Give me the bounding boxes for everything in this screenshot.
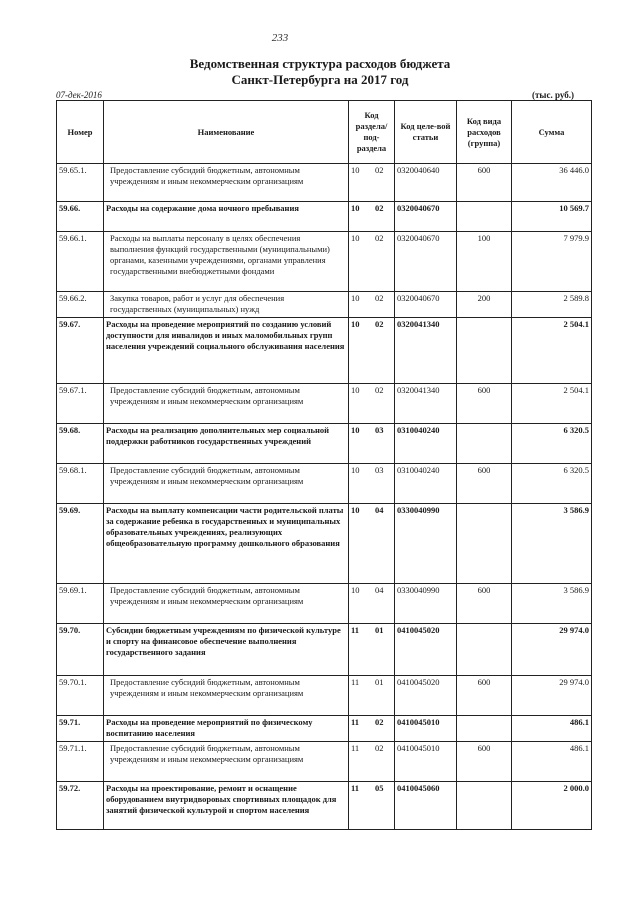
table-row (57, 424, 592, 464)
table-row (57, 584, 592, 624)
row-sum: 2 000.0 (512, 782, 592, 830)
row-number: 59.71.1. (57, 742, 104, 782)
row-section (349, 232, 395, 292)
table-row (57, 624, 592, 676)
row-type-code: 600 (457, 384, 512, 424)
row-name: Расходы на выплаты персоналу в целях обеспечения выполнения функций государственными (муниципальными) органами, казенными учреждениями, органами управления государственными внебюджетными фондами (104, 232, 349, 292)
row-section-code: 10 (351, 233, 360, 243)
row-name: Предоставление субсидий бюджетным, автономным учреждениям и иным некоммерческим организациям (104, 384, 349, 424)
row-section (349, 464, 395, 504)
row-number: 59.70.1. (57, 676, 104, 716)
row-section (349, 202, 395, 232)
row-name: Предоставление субсидий бюджетным, автономным учреждениям и иным некоммерческим организациям (104, 164, 349, 202)
row-type-code: 200 (457, 292, 512, 318)
row-sum: 6 320.5 (512, 424, 592, 464)
row-section-code: 11 (351, 783, 360, 793)
row-target-code: 0320040670 (395, 292, 457, 318)
title-line-1: Ведомственная структура расходов бюджета (189, 56, 451, 71)
row-section-code: 10 (351, 505, 360, 515)
row-number: 59.67. (57, 318, 104, 384)
row-number: 59.70. (57, 624, 104, 676)
row-type-code: 600 (457, 164, 512, 202)
row-target-code: 0410045060 (395, 782, 457, 830)
row-section-code: 10 (351, 165, 360, 175)
row-sum: 3 586.9 (512, 504, 592, 584)
row-target-code: 0320041340 (395, 384, 457, 424)
budget-table (56, 100, 592, 830)
title-line-2: Санкт-Петербурга на 2017 год (231, 72, 409, 87)
row-target-code: 0410045020 (395, 676, 457, 716)
row-subsection-code: 02 (375, 203, 384, 213)
row-section-code: 10 (351, 465, 360, 475)
row-section-code: 10 (351, 385, 360, 395)
row-sum: 486.1 (512, 742, 592, 782)
row-section-code: 11 (351, 677, 360, 687)
table-row (57, 384, 592, 424)
row-section (349, 742, 395, 782)
units-label: (тыс. руб.) (532, 90, 574, 100)
table-row (57, 504, 592, 584)
row-type-code (457, 624, 512, 676)
row-sum: 3 586.9 (512, 584, 592, 624)
header-type: Код вида расходов (группа) (457, 101, 512, 164)
row-subsection-code: 01 (375, 625, 384, 635)
row-subsection-code: 02 (375, 319, 384, 329)
header-section: Код раздела/ под-раздела (349, 101, 395, 164)
row-type-code: 600 (457, 464, 512, 504)
header-name: Наименование (104, 101, 349, 164)
header-sum: Сумма (512, 101, 592, 164)
row-section (349, 164, 395, 202)
row-section-code: 11 (351, 743, 360, 753)
row-number: 59.65.1. (57, 164, 104, 202)
row-name: Предоставление субсидий бюджетным, автономным учреждениям и иным некоммерческим организациям (104, 464, 349, 504)
header-target: Код целе-вой статьи (395, 101, 457, 164)
row-subsection-code: 03 (375, 425, 384, 435)
row-subsection-code: 05 (375, 783, 384, 793)
row-target-code: 0320040670 (395, 232, 457, 292)
row-type-code (457, 318, 512, 384)
row-subsection-code: 03 (375, 465, 384, 475)
row-type-code: 100 (457, 232, 512, 292)
table-row (57, 292, 592, 318)
row-number: 59.68.1. (57, 464, 104, 504)
row-subsection-code: 02 (375, 165, 384, 175)
row-section-code: 10 (351, 319, 360, 329)
row-section-code: 10 (351, 293, 360, 303)
row-number: 59.72. (57, 782, 104, 830)
row-target-code: 0320040640 (395, 164, 457, 202)
document-title (80, 56, 560, 88)
row-section-code: 11 (351, 625, 360, 635)
row-section (349, 384, 395, 424)
row-section (349, 504, 395, 584)
row-target-code: 0330040990 (395, 584, 457, 624)
table-row (57, 232, 592, 292)
row-subsection-code: 02 (375, 717, 384, 727)
row-subsection-code: 02 (375, 233, 384, 243)
row-sum: 36 446.0 (512, 164, 592, 202)
row-sum: 2 504.1 (512, 384, 592, 424)
row-subsection-code: 04 (375, 505, 384, 515)
row-target-code: 0320041340 (395, 318, 457, 384)
row-sum: 29 974.0 (512, 676, 592, 716)
row-section (349, 424, 395, 464)
row-target-code: 0310040240 (395, 424, 457, 464)
row-number: 59.68. (57, 424, 104, 464)
row-type-code (457, 202, 512, 232)
page-number: 233 (271, 32, 289, 44)
row-name: Расходы на реализацию дополнительных мер социальной поддержки работников государственных учреждений (104, 424, 349, 464)
row-number: 59.69.1. (57, 584, 104, 624)
row-number: 59.66.2. (57, 292, 104, 318)
row-section-code: 10 (351, 425, 360, 435)
row-type-code (457, 782, 512, 830)
row-number: 59.66.1. (57, 232, 104, 292)
row-number: 59.69. (57, 504, 104, 584)
row-type-code (457, 504, 512, 584)
report-date: 07-дек-2016 (56, 90, 102, 100)
row-target-code: 0410045010 (395, 716, 457, 742)
row-section-code: 10 (351, 203, 360, 213)
row-type-code: 600 (457, 584, 512, 624)
row-target-code: 0320040670 (395, 202, 457, 232)
row-number: 59.66. (57, 202, 104, 232)
header-number: Номер (57, 101, 104, 164)
row-target-code: 0310040240 (395, 464, 457, 504)
row-sum: 486.1 (512, 716, 592, 742)
row-name: Закупка товаров, работ и услуг для обеспечения государственных (муниципальных) нужд (104, 292, 349, 318)
row-name: Расходы на выплату компенсации части родительской платы за содержание ребенка в государственных и муниципальных образовательных учреждениях, реализующих общеобразовательную программу дошкольного образования (104, 504, 349, 584)
row-number: 59.71. (57, 716, 104, 742)
table-row (57, 782, 592, 830)
row-sum: 7 979.9 (512, 232, 592, 292)
row-section (349, 292, 395, 318)
row-subsection-code: 04 (375, 585, 384, 595)
row-sum: 2 589.8 (512, 292, 592, 318)
row-sum: 6 320.5 (512, 464, 592, 504)
row-section-code: 10 (351, 585, 360, 595)
row-number: 59.67.1. (57, 384, 104, 424)
row-name: Расходы на проектирование, ремонт и оснащение оборудованием внутридворовых спортивных площадок для занятий физической культурой и спортом населения (104, 782, 349, 830)
row-name: Предоставление субсидий бюджетным, автономным учреждениям и иным некоммерческим организациям (104, 742, 349, 782)
table-row (57, 716, 592, 742)
table-row (57, 318, 592, 384)
row-target-code: 0410045010 (395, 742, 457, 782)
row-type-code: 600 (457, 742, 512, 782)
table-header-row (57, 101, 592, 164)
row-target-code: 0410045020 (395, 624, 457, 676)
row-sum: 29 974.0 (512, 624, 592, 676)
row-name: Субсидии бюджетным учреждениям по физической культуре и спорту на финансовое обеспечение выполнения государственного задания (104, 624, 349, 676)
row-name: Расходы на содержание дома ночного пребывания (104, 202, 349, 232)
row-target-code: 0330040990 (395, 504, 457, 584)
row-section (349, 676, 395, 716)
row-subsection-code: 02 (375, 293, 384, 303)
row-section (349, 318, 395, 384)
row-name: Предоставление субсидий бюджетным, автономным учреждениям и иным некоммерческим организациям (104, 676, 349, 716)
row-name: Предоставление субсидий бюджетным, автономным учреждениям и иным некоммерческим организациям (104, 584, 349, 624)
table-row (57, 676, 592, 716)
row-section (349, 716, 395, 742)
table-row (57, 202, 592, 232)
table-row (57, 742, 592, 782)
table-row (57, 164, 592, 202)
row-sum: 10 569.7 (512, 202, 592, 232)
row-name: Расходы на проведение мероприятий по созданию условий доступности для инвалидов и иных маломобильных групп населения учреждений социального обслуживания населения (104, 318, 349, 384)
row-section-code: 11 (351, 717, 360, 727)
row-sum: 2 504.1 (512, 318, 592, 384)
row-name: Расходы на проведение мероприятий по физическому воспитанию населения (104, 716, 349, 742)
row-section (349, 782, 395, 830)
row-section (349, 584, 395, 624)
row-type-code (457, 716, 512, 742)
table-row (57, 464, 592, 504)
row-subsection-code: 01 (375, 677, 384, 687)
row-subsection-code: 02 (375, 385, 384, 395)
row-type-code (457, 424, 512, 464)
row-type-code: 600 (457, 676, 512, 716)
row-subsection-code: 02 (375, 743, 384, 753)
row-section (349, 624, 395, 676)
